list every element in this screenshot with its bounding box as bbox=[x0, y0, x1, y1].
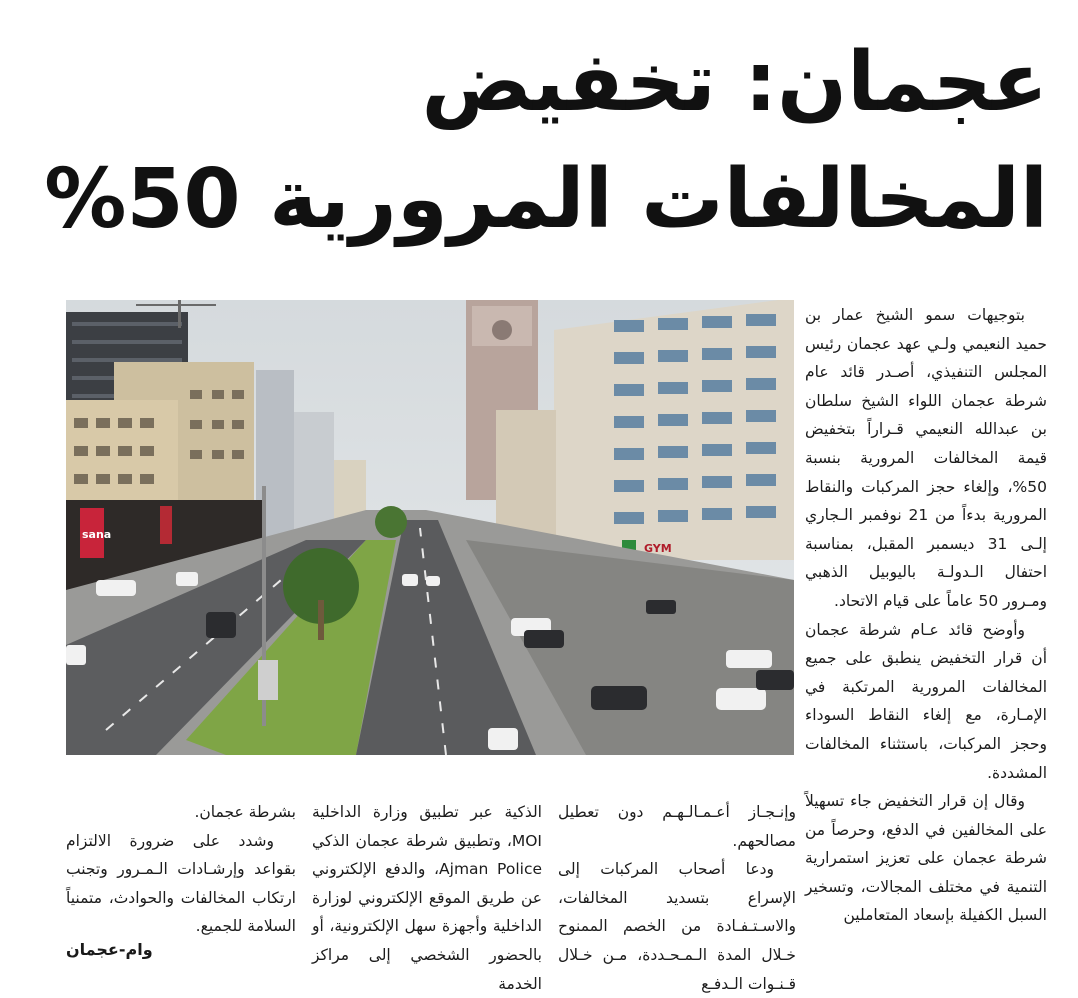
sana-sign: sana bbox=[82, 528, 112, 541]
article-byline: وام-عجمان bbox=[66, 940, 153, 959]
article-paragraph: بشرطة عجمان. bbox=[194, 803, 296, 821]
headline-line-2: المخالفات المرورية 50% bbox=[44, 152, 1048, 247]
article-column-2 bbox=[558, 798, 796, 998]
article-column-4 bbox=[66, 798, 296, 941]
headline-line-1: عجمان: تخفيض bbox=[421, 35, 1048, 130]
article-column-1 bbox=[805, 301, 1047, 930]
gym-sign: GYM bbox=[644, 542, 672, 555]
article-paragraph: وقال إن قرار التخفيض جاء تسهيلاً على المخالفين في الدفع، وحرصاً من شرطة عجمان على تعزيز استمرارية التنمية في مختلف المجالات، وتسخير السبل الكفيلة بإسعاد المتعاملين bbox=[805, 792, 1047, 925]
article-paragraph: وأوضح قائد عـام شرطة عجمان أن قرار التخفيض ينطبق على جميع المخالفات المرورية المرتكبة في الإمـارة، مع إلغاء النقاط السوداء وحجز المركبات، باستثناء المخالفات المشددة. bbox=[805, 620, 1047, 782]
article-paragraph: وشدد على ضرورة الالتزام بقواعد وإرشـادات الـمـرور وتجنب ارتكاب المخالفات والحوادث، متمنياً السلامة للجميع. bbox=[66, 831, 296, 936]
street-photo bbox=[66, 300, 794, 755]
article-column-3 bbox=[312, 798, 542, 998]
article-paragraph: بتوجيهات سمو الشيخ عمار بن حميد النعيمي ولـي عهد عجمان رئيس المجلس التنفيذي، أصـدر قائد عام شرطة عجمان اللواء الشيخ سلطان بن عبدالله النعيمي قـراراً بتخفيض قيمة المخالفات المرورية بنسبة 50%، وإلغاء حجز المركبات والنقاط المرورية بدءاً من 21 نوفمبر الـجاري إلـى 31 ديسمبر المقبل، بمناسبة احتفال الـدولـة باليوبيل الذهبي ومـرور 50 عاماً على قيام الاتحاد. bbox=[805, 306, 1047, 610]
article-paragraph: الذكية عبر تطبيق وزارة الداخلية MOI، وتطبيق شرطة عجمان الذكي Ajman Police، والدفع الإلكتروني عن طريق الموقع الإلكتروني لوزارة الداخلية وأجهزة سهل الإلكترونية، أو بالحضور الشخصي إلى مراكز الخدمة bbox=[312, 803, 542, 993]
article-paragraph: ودعا أصحاب المركبات إلى الإسراع بتسديد المخالفات، والاسـتـفـادة من الخصم الممنوح خـلال المدة الـمـحـددة، مـن خـلال قـنـوات الـدفـع bbox=[558, 860, 796, 993]
article-paragraph: وإنـجـاز أعـمـالـهـم دون تعطيل مصالحهم. bbox=[558, 803, 796, 850]
street-photo-illustration bbox=[66, 300, 794, 755]
